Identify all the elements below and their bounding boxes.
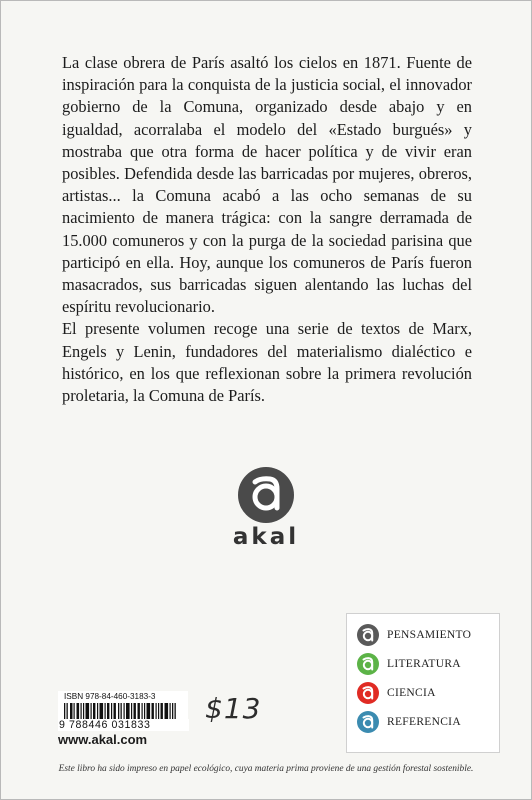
handwritten-price: $13 <box>205 692 262 725</box>
collection-item-referencia <box>357 711 461 733</box>
collection-label: REFERENCIA <box>387 716 461 728</box>
collection-label: CIENCIA <box>387 687 436 699</box>
publisher-website: www.akal.com <box>58 732 148 747</box>
collection-label: PENSAMIENTO <box>387 629 472 641</box>
akal-a-icon <box>357 624 379 646</box>
akal-a-icon <box>357 653 379 675</box>
eco-paper-notice: Este libro ha sido impreso en papel ecológico, cuya materia prima proviene de una gestión forestal sostenible. <box>58 764 474 774</box>
back-cover-blurb <box>62 52 472 407</box>
collection-legend <box>346 613 500 753</box>
collection-item-pensamiento <box>357 624 471 646</box>
blurb-paragraph-2: El presente volumen recoge una serie de textos de Marx, Engels y Lenin, fundadores del materialismo dialéctico e histórico, en los que reflexionan sobre la primera revolución proletaria, la Comuna de París. <box>62 319 472 406</box>
blurb-paragraph-1: La clase obrera de París asaltó los cielos en 1871. Fuente de inspiración para la conquista de la justicia social, el innovador gobierno de la Comuna, organizado desde abajo y en igualdad, acorralaba el modelo del «Estado burgués» y mostraba que otra forma de hacer política y de vivir eran posibles. Defendida desde las barricadas por mujeres, obreros, artistas... la Comuna acabó a las ocho semanas de su nacimiento de manera trágica: con la sangre derramada de 15.000 comuneros y con la purga de la sociedad parisina que participó en ella. Hoy, aunque los comuneros de París fueron masacrados, sus barricadas siguen alentando las luchas del espíritu revolucionario. <box>62 53 472 317</box>
publisher-logo <box>230 467 302 549</box>
barcode-digits: 9 788446 031833 <box>58 719 189 731</box>
akal-logo-icon <box>238 467 294 523</box>
isbn-barcode <box>58 691 188 731</box>
collection-item-ciencia <box>357 682 436 704</box>
collection-item-literatura <box>357 653 461 675</box>
collection-label: LITERATURA <box>387 658 461 670</box>
akal-a-icon <box>357 682 379 704</box>
akal-a-icon <box>357 711 379 733</box>
isbn-number: ISBN 978-84-460-3183-3 <box>64 692 156 701</box>
publisher-wordmark: akal <box>232 524 300 550</box>
